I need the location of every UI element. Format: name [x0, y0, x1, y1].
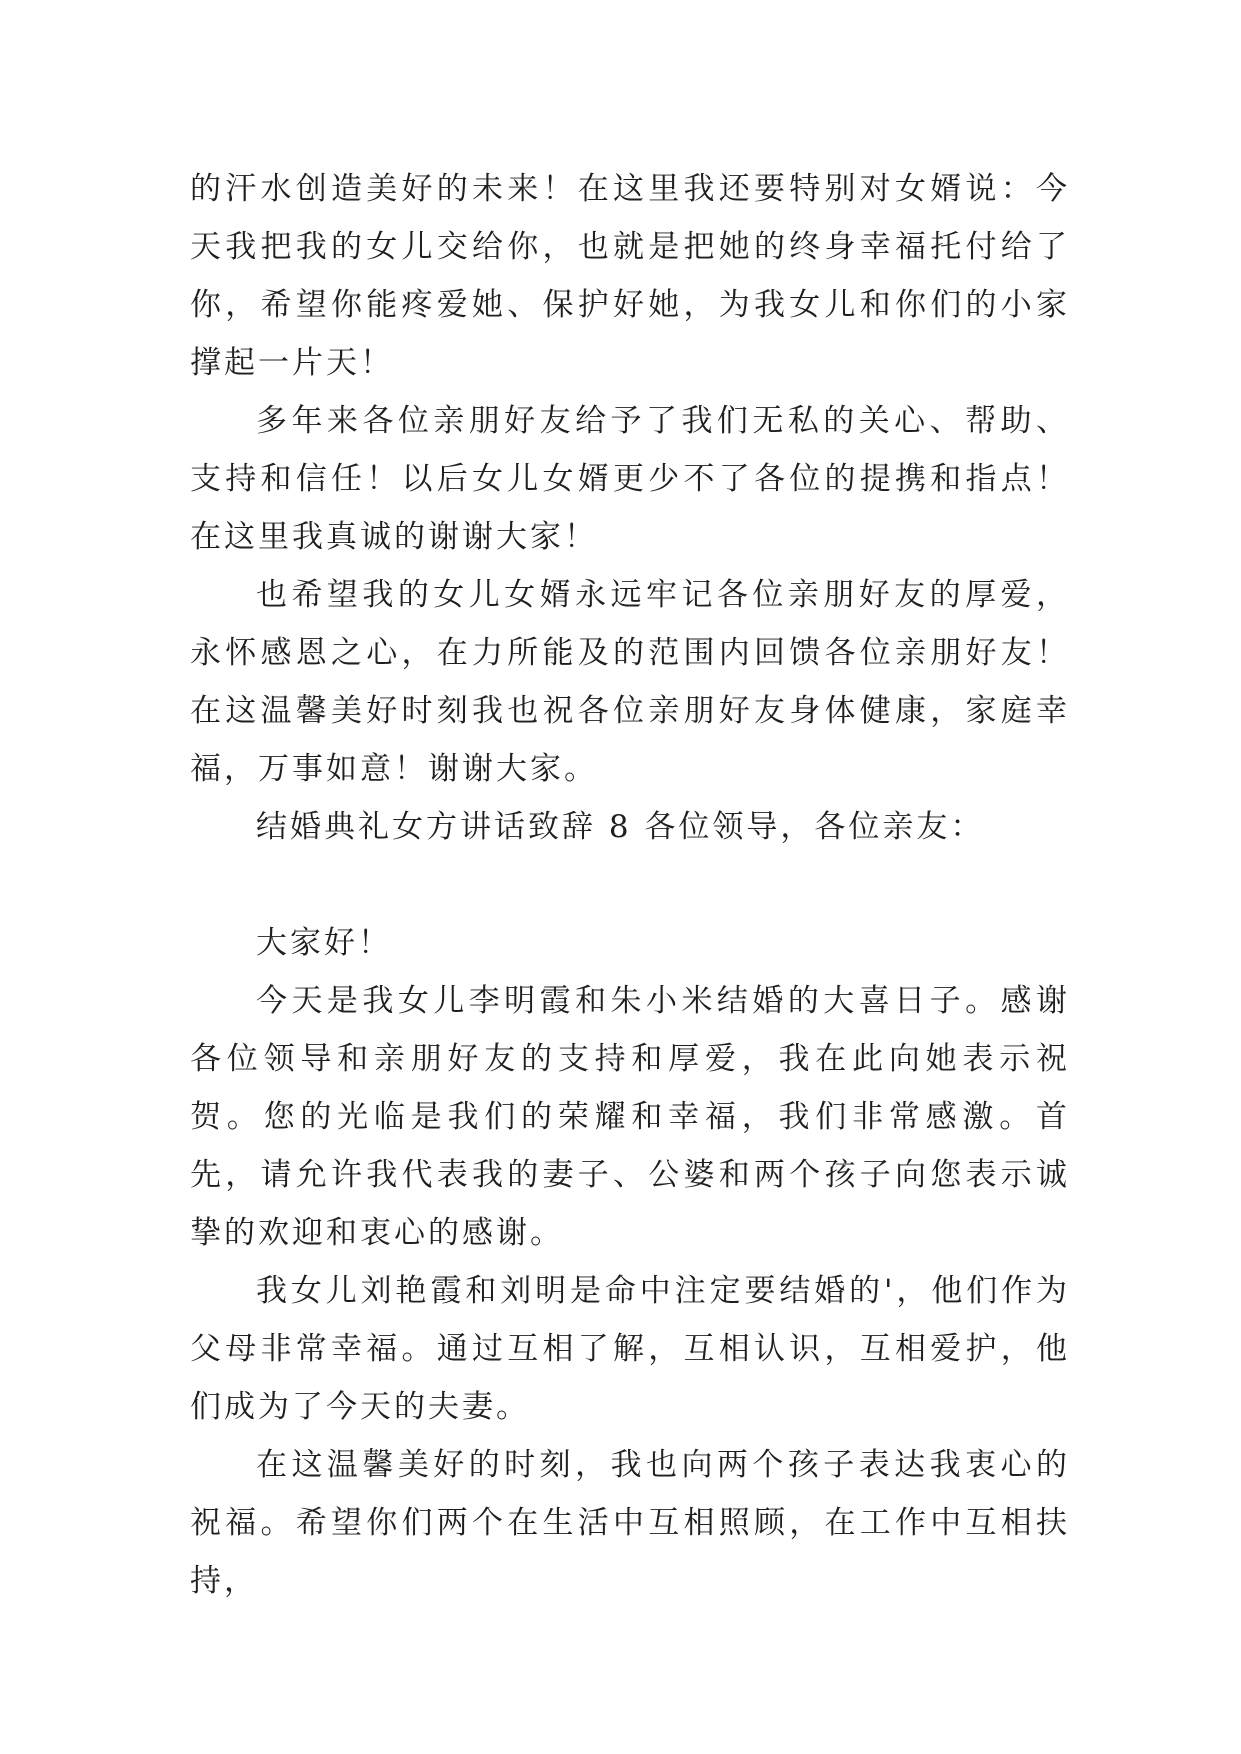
paragraph: 结婚典礼女方讲话致辞 8 各位领导，各位亲友：	[256, 809, 985, 845]
paragraph: 我女儿刘艳霞和刘明是命中注定要结婚的'，他们作为父母非常幸福。通过互相了解，互相认识，互相爱护，他们成为了今天的夫妻。	[190, 1273, 1070, 1425]
document-body	[190, 160, 1070, 1610]
paragraph: 多年来各位亲朋好友给予了我们无私的关心、帮助、支持和信任！以后女儿女婿更少不了各位的提携和指点！在这里我真诚的谢谢大家！	[190, 403, 1070, 555]
paragraph: 的汗水创造美好的未来！在这里我还要特别对女婿说：今天我把我的女儿交给你，也就是把她的终身幸福托付给了你，希望你能疼爱她、保护好她，为我女儿和你们的小家撑起一片天！	[190, 171, 1070, 381]
paragraph: 也希望我的女儿女婿永远牢记各位亲朋好友的厚爱，永怀感恩之心，在力所能及的范围内回馈各位亲朋好友！在这温馨美好时刻我也祝各位亲朋好友身体健康，家庭幸福，万事如意！谢谢大家。	[190, 577, 1070, 787]
paragraph: 今天是我女儿李明霞和朱小米结婚的大喜日子。感谢各位领导和亲朋好友的支持和厚爱，我在此向她表示祝贺。您的光临是我们的荣耀和幸福，我们非常感激。首先，请允许我代表我的妻子、公婆和两个孩子向您表示诚挚的欢迎和衷心的感谢。	[190, 983, 1070, 1251]
paragraph: 在这温馨美好的时刻，我也向两个孩子表达我衷心的祝福。希望你们两个在生活中互相照顾，在工作中互相扶持，	[190, 1447, 1070, 1599]
blank-line	[190, 856, 1070, 914]
paragraph: 大家好！	[256, 925, 392, 961]
